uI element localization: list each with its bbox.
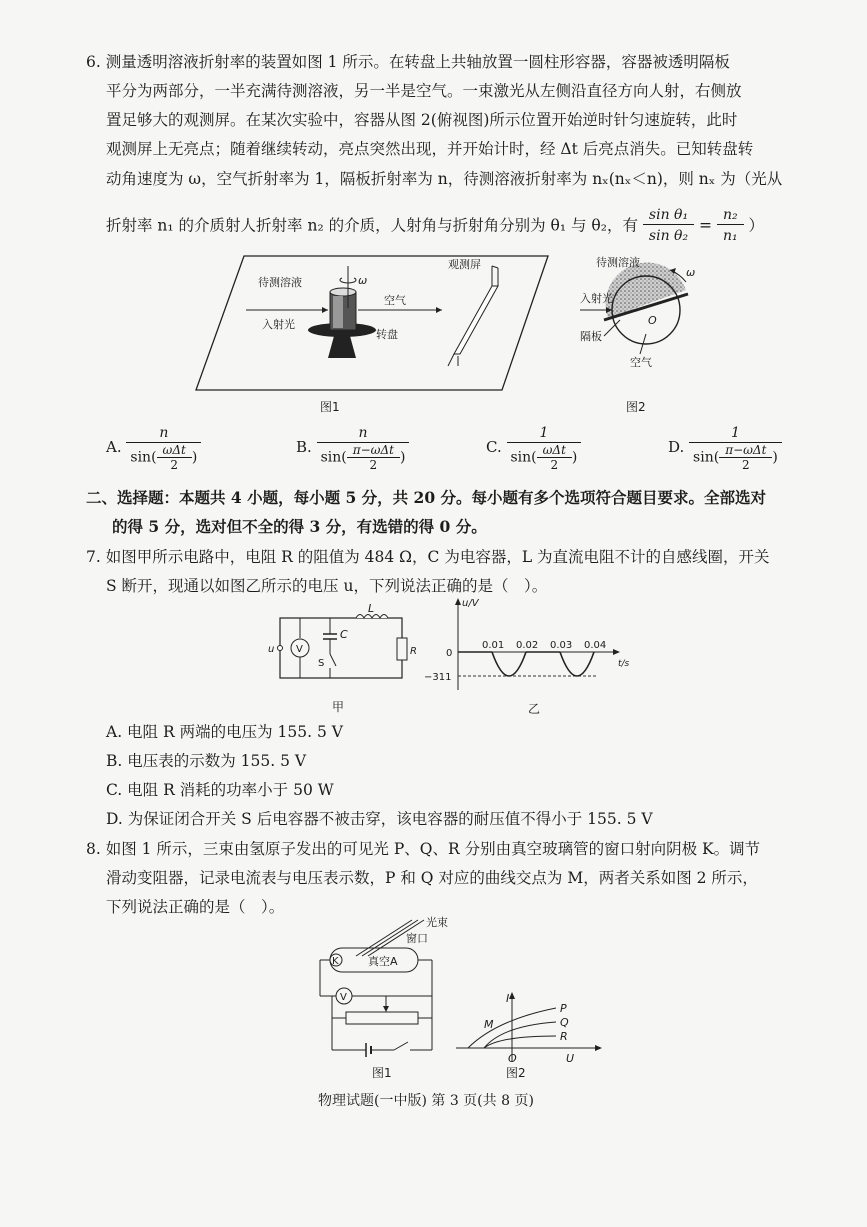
q6-option-d[interactable] xyxy=(668,424,782,472)
curve-Q xyxy=(484,1022,556,1048)
label-L: L xyxy=(368,602,375,615)
option-c-fraction xyxy=(507,424,582,472)
neg-peak-label: −311 xyxy=(424,672,452,683)
snell-right-fraction xyxy=(717,206,744,247)
label-window: 窗口 xyxy=(406,932,428,945)
fig2-label-O: O xyxy=(648,314,657,327)
option-d-num: 1 xyxy=(689,424,782,443)
option-d-den: sin( $\frac{\text{π−ωΔt}}{2}$ ) xyxy=(693,443,778,472)
label-I: I xyxy=(506,992,510,1005)
snell-right-num: n₂ xyxy=(717,206,744,225)
q8-line-1: 8. 如图 1 所示，三束由氢原子发出的可见光 P、Q、R 分别由真空玻璃管的窗口射向阴极 K。调节 xyxy=(86,840,761,858)
q7-option-d[interactable]: D. 为保证闭合开关 S 后电容器不被击穿，该电容器的耐压值不得小于 155. 5 V xyxy=(106,810,653,828)
snell-equals: = xyxy=(699,216,713,235)
q7-option-c[interactable]: C. 电阻 R 消耗的功率小于 50 W xyxy=(106,781,334,799)
q6-line-2: 平分为两部分，一半充满待测溶液，另一半是空气。一束激光从左侧沿直径方向人射，右侧放 xyxy=(106,82,742,100)
table-plane xyxy=(196,256,548,390)
origin-label: 0 xyxy=(446,648,453,659)
q6-option-b[interactable] xyxy=(296,424,409,472)
label-V: V xyxy=(296,644,303,655)
option-c-num: 1 xyxy=(507,424,582,443)
circuit-caption: 甲 xyxy=(332,700,345,714)
q8-fig2-caption: 图2 xyxy=(506,1066,526,1080)
label-R2: R xyxy=(560,1030,568,1043)
terminal-top xyxy=(278,646,283,651)
solution-half xyxy=(333,296,343,328)
q7-line-2: S 断开，现通以如图乙所示的电压 u，下列说法正确的是（ ）。 xyxy=(106,577,548,595)
section2-line-1: 二、选择题：本题共 4 小题，每小题 5 分，共 20 分。每小题有多个选项符合题目要求。全部选对 xyxy=(86,488,767,507)
fig1-label-solution: 待测溶液 xyxy=(258,276,302,289)
q6-line-6-tail: ） xyxy=(748,216,765,235)
tick-0-03: 0.03 xyxy=(550,640,573,651)
q8-line-2: 滑动变阻器，记录电流表与电压表示数，P 和 Q 对应的曲线交点为 M，两者关系如图 2 所示， xyxy=(106,869,758,887)
option-letter: B. xyxy=(296,438,312,456)
fig2-label-board: 隔板 xyxy=(580,330,602,343)
fig1-caption: 图1 xyxy=(320,400,340,414)
fig2-caption: 图2 xyxy=(626,400,646,414)
label-O: O xyxy=(508,1052,517,1065)
q6-figure-1 xyxy=(196,248,556,398)
q8-line-3: 下列说法正确的是（ ）。 xyxy=(106,898,285,916)
t-axis-label: t/s xyxy=(618,659,630,669)
q6-option-a[interactable] xyxy=(106,424,201,472)
q6-line-6-text: 折射率 n₁ 的介质射人折射率 n₂ 的介质，人射角与折射角分别为 θ₁ 与 θ₂，有 xyxy=(106,216,638,235)
q6-figure-2 xyxy=(580,254,710,378)
graph-caption: 乙 xyxy=(528,702,541,716)
label-M: M xyxy=(484,1018,494,1031)
fig2-label-light: 入射光 xyxy=(580,292,613,305)
option-b-den: sin( $\frac{\text{π−ωΔt}}{2}$ ) xyxy=(320,443,406,472)
snell-left-fraction xyxy=(643,206,694,247)
fig1-label-disk: 转盘 xyxy=(376,328,398,341)
fig2-label-omega: ω xyxy=(686,266,696,279)
page-footer: 物理试题(一中版) 第 3 页(共 8 页) xyxy=(318,1093,534,1109)
option-letter: D. xyxy=(668,438,685,456)
q7-option-a[interactable]: A. 电阻 R 两端的电压为 155. 5 V xyxy=(106,723,343,741)
label-Q: Q xyxy=(560,1016,569,1029)
tick-0-01: 0.01 xyxy=(482,640,505,651)
tick-0-02: 0.02 xyxy=(516,640,539,651)
q6-line-1: 6. 测量透明溶液折射率的装置如图 1 所示。在转盘上共轴放置一圆柱形容器，容器被透明隔板 xyxy=(86,53,730,71)
q6-line-6 xyxy=(106,206,764,247)
label-S: S xyxy=(318,658,325,669)
fig2-label-air: 空气 xyxy=(630,356,652,369)
turntable-stand xyxy=(328,336,356,358)
q6-line-3: 置足够大的观测屏。在某次实验中，容器从图 2(俯视图)所示位置开始逆时针匀速旋转，此时 xyxy=(106,111,738,129)
label-tube: 真空A xyxy=(368,955,398,968)
option-a-fraction xyxy=(126,424,201,472)
q7-option-b[interactable]: B. 电压表的示数为 155. 5 V xyxy=(106,752,307,770)
q6-option-c[interactable] xyxy=(486,424,581,472)
label-R: R xyxy=(410,646,417,657)
q8-switch xyxy=(394,1042,408,1050)
option-letter: A. xyxy=(106,438,122,456)
half-wave-1 xyxy=(492,652,526,676)
switch-s xyxy=(330,654,336,666)
snell-right-den: n₁ xyxy=(722,228,738,244)
section2-line-2: 的得 5 分，选对但不全的得 3 分，有选错的得 0 分。 xyxy=(112,517,487,536)
observation-screen xyxy=(454,286,498,354)
option-c-den: sin( $\frac{\text{ωΔt}}{2}$ ) xyxy=(510,443,578,472)
rheostat xyxy=(346,1012,418,1024)
snell-left-num: sin θ₁ xyxy=(643,206,694,225)
cylinder-top xyxy=(330,288,356,296)
fig2-label-solution: 待测溶液 xyxy=(596,256,640,269)
curve-R xyxy=(484,1036,556,1048)
label-beam: 光束 xyxy=(426,916,448,929)
q7-voltage-graph xyxy=(420,596,640,692)
option-b-fraction xyxy=(317,424,410,472)
q6-line-5: 动角速度为 ω，空气折射率为 1，隔板折射率为 n，待测溶液折射率为 nₓ(nₓ＜n)，则 nₓ 为（光从 xyxy=(106,170,783,188)
u-axis-label: u/V xyxy=(462,598,479,609)
snell-left-den: sin θ₂ xyxy=(648,228,689,244)
fig1-label-omega: ω xyxy=(358,274,368,287)
inductor-coil xyxy=(356,615,388,619)
q7-line-1: 7. 如图甲所示电路中，电阻 R 的阻值为 484 Ω，C 为电容器，L 为直流电阻不计的自感线圈，开关 xyxy=(86,548,770,566)
label-U: U xyxy=(566,1052,575,1065)
q8-fig1-caption: 图1 xyxy=(372,1066,392,1080)
label-V2: V xyxy=(340,992,347,1003)
fig1-label-air: 空气 xyxy=(384,294,406,307)
q6-line-4: 观测屏上无亮点；随着继续转动，亮点突然出现，并开始计时，经 Δt 后亮点消失。已知转盘转 xyxy=(106,140,754,158)
option-a-num: n xyxy=(126,424,201,443)
label-C: C xyxy=(340,628,348,641)
half-wave-2 xyxy=(560,652,594,676)
q8-iu-graph xyxy=(456,990,606,1066)
fig1-label-light: 入射光 xyxy=(262,318,295,331)
label-P: P xyxy=(560,1002,567,1015)
option-d-fraction xyxy=(689,424,782,472)
tick-0-04: 0.04 xyxy=(584,640,607,651)
label-K: K xyxy=(332,956,339,967)
option-a-den: sin( $\frac{\text{ωΔt}}{2}$ ) xyxy=(130,443,198,472)
resistor xyxy=(397,638,407,660)
option-b-num: n xyxy=(317,424,410,443)
option-letter: C. xyxy=(486,438,502,456)
fig1-label-screen: 观测屏 xyxy=(448,258,481,271)
q7-circuit-diagram xyxy=(266,604,416,688)
q8-photo-circuit xyxy=(316,912,466,1062)
label-u: u xyxy=(268,644,275,655)
